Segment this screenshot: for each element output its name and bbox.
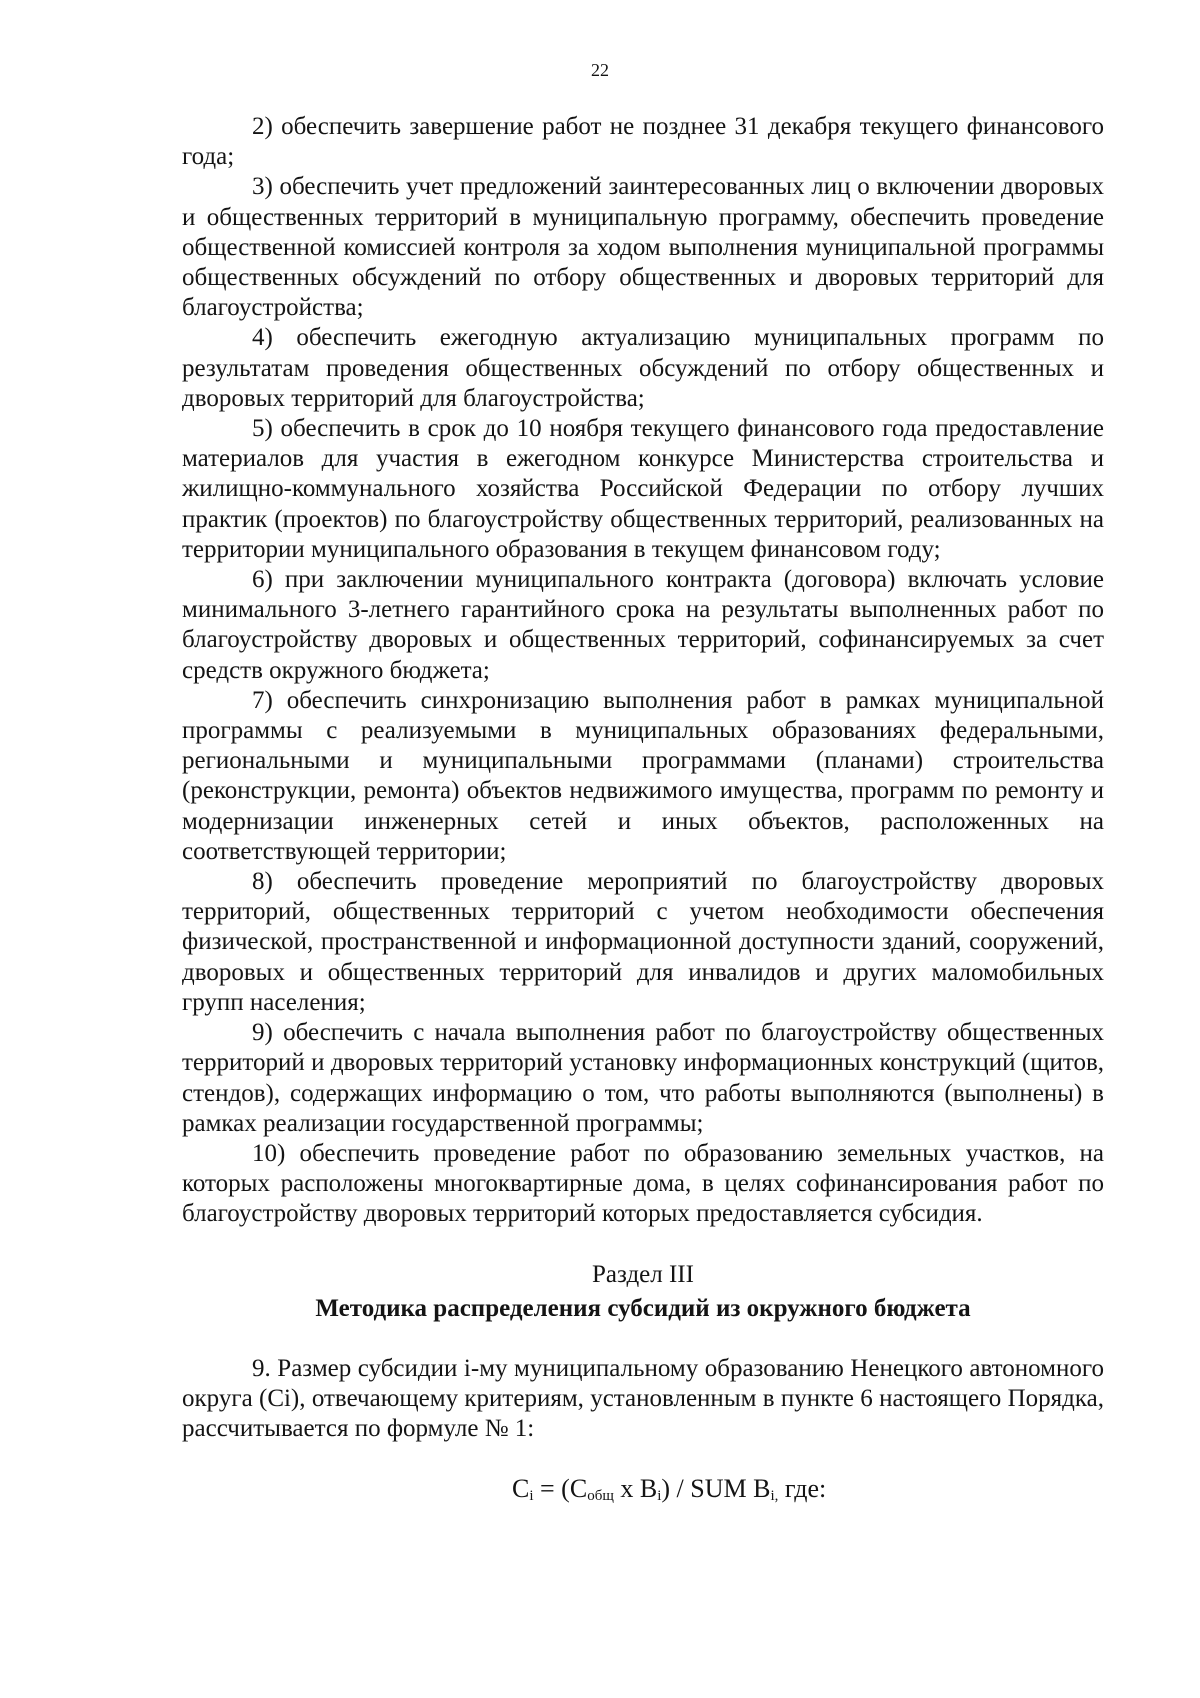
- formula-total-subscript: общ: [587, 1488, 614, 1505]
- formula-c: C: [512, 1474, 530, 1504]
- formula-c-subscript: i: [529, 1488, 534, 1505]
- formula-b-subscript: i: [657, 1488, 662, 1505]
- list-item-4: 4) обеспечить ежегодную актуализацию муниципальных программ по результатам проведения общественных обсуждений по отбору общественных и дворовых территорий для благоустройства;: [182, 324, 1104, 412]
- section-title: Методика распределения субсидий из окружного бюджета: [315, 1294, 971, 1322]
- section-heading: Раздел III: [592, 1260, 694, 1288]
- list-item-9: 9) обеспечить с начала выполнения работ по благоустройству общественных территорий и дворовых территорий установку информационных конструкций (щитов, стендов), содержащих информацию о том, что работы выполняются (выполнены) в рамках реализации государственной программы;: [182, 1019, 1104, 1137]
- formula-sum-subscript: i,: [770, 1488, 779, 1505]
- list-item-3: 3) обеспечить учет предложений заинтересованных лиц о включении дворовых и общественных территорий в муниципальную программу, обеспечить проведение общественной комиссией контроля за ходом выполнения муниципальной программы общественных обсуждений по отбору общественных и дворовых территорий для благоустройства;: [182, 173, 1104, 322]
- formula-times-b: x B: [613, 1474, 658, 1504]
- document-body: [182, 112, 1104, 1511]
- list-item-7: 7) обеспечить синхронизацию выполнения работ в рамках муниципальной программы с реализуемыми в муниципальных образованиях федеральными, региональными и муниципальными программами (планами) строительства (реконструкции, ремонта) объектов недвижимого имущества, программ по ремонту и модернизации инженерных сетей и иных объектов, расположенных на соответствующей территории;: [182, 686, 1104, 865]
- paragraph-9: 9. Размер субсидии i-му муниципальному образованию Ненецкого автономного округа (Ci), отвечающему критериям, установленным в пункте 6 настоящего Порядка, рассчитывается по формуле № 1:: [182, 1354, 1104, 1442]
- formula-eq-open: = (C: [533, 1474, 588, 1504]
- list-item-8: 8) обеспечить проведение мероприятий по благоустройству дворовых территорий, общественных территорий с учетом необходимости обеспечения физической, пространственной и информационной доступности зданий, сооружений, дворовых и общественных территорий для инвалидов и других маломобильных групп населения;: [182, 868, 1104, 1016]
- list-item-2: 2) обеспечить завершение работ не позднее 31 декабря текущего финансового года;: [182, 113, 1104, 171]
- list-item-6: 6) при заключении муниципального контракта (договора) включать условие минимального 3-летнего гарантийного срока на результаты выполненных работ по благоустройству дворовых и общественных территорий, софинансируемых за счет средств окружного бюджета;: [182, 566, 1104, 684]
- formula-1: [182, 1474, 1104, 1511]
- list-item-10: 10) обеспечить проведение работ по образованию земельных участков, на которых расположены многоквартирные дома, в целях софинансирования работ по благоустройству дворовых территорий которых предоставляется субсидия.: [182, 1139, 1104, 1228]
- formula-div-sum: ) / SUM B: [661, 1474, 771, 1504]
- page-number: 22: [591, 60, 609, 80]
- list-item-5: 5) обеспечить в срок до 10 ноября текущего финансового года предоставление материалов для участия в ежегодном конкурсе Министерства строительства и жилищно-коммунального хозяйства Российской Федерации по отбору лучших практик (проектов) по благоустройству общественных территорий, реализованных на территории муниципального образования в текущем финансовом году;: [182, 415, 1104, 563]
- formula-suffix: где:: [778, 1474, 827, 1504]
